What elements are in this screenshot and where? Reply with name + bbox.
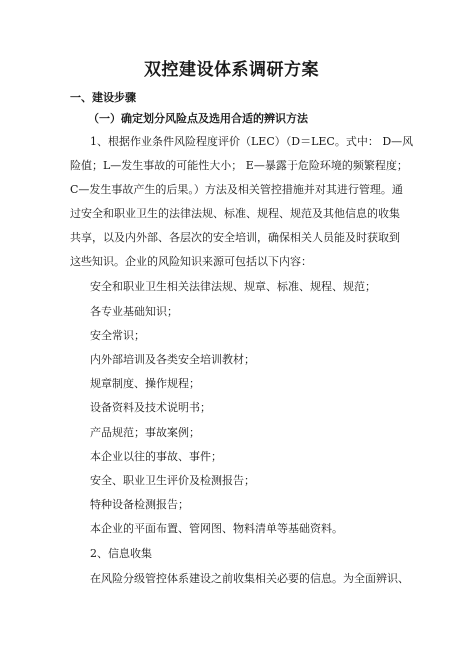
- paragraph-line: 过安全和职业卫生的法律法规、标准、规程、规范及其他信息的收集: [70, 207, 400, 220]
- paragraph-line: 1、根据作业条件风险程度评价（LEC）（D＝LEC。式中： D—风: [90, 135, 414, 148]
- document-title: 双控建设体系调研方案: [144, 60, 319, 80]
- list-item: 各专业基础知识；: [90, 305, 178, 318]
- paragraph-line: 险值；L—发生事故的可能性大小； E—暴露于危险环境的频繁程度；: [70, 159, 408, 172]
- section-heading-steps: 一、建设步骤: [70, 91, 136, 104]
- list-item: 设备资料及技术说明书；: [90, 401, 211, 414]
- list-item: 安全和职业卫生相关法律法规、规章、标准、规程、规范；: [90, 280, 376, 293]
- paragraph-line: C—发生事故产生的后果。）方法及相关管控措施并对其进行管理。通: [70, 183, 403, 196]
- list-item: 产品规范；事故案例；: [90, 426, 200, 439]
- list-item: 本企业以往的事故、事件；: [90, 450, 222, 463]
- list-item: 内外部培训及各类安全培训教材；: [90, 353, 255, 366]
- list-item: 特种设备检测报告；: [90, 498, 189, 511]
- subsection-heading-risk-points: （一）确定划分风险点及选用合适的辨识方法: [88, 112, 308, 125]
- list-item: 安全、职业卫生评价及检测报告；: [90, 474, 255, 487]
- list-item: 安全常识；: [90, 329, 145, 342]
- paragraph-line: 在风险分级管控体系建设之前收集相关必要的信息。为全面辨识、: [90, 572, 409, 585]
- list-item: 规章制度、操作规程；: [90, 377, 200, 390]
- point-heading-info-collection: 2、信息收集: [90, 547, 152, 560]
- list-item: 本企业的平面布置、管网图、物料清单等基础资料。: [90, 522, 343, 535]
- paragraph-line: 这些知识。企业的风险知识来源可包括以下内容：: [70, 255, 312, 268]
- paragraph-line: 共享，以及内外部、各层次的安全培训，确保相关人员能及时获取到: [70, 231, 400, 244]
